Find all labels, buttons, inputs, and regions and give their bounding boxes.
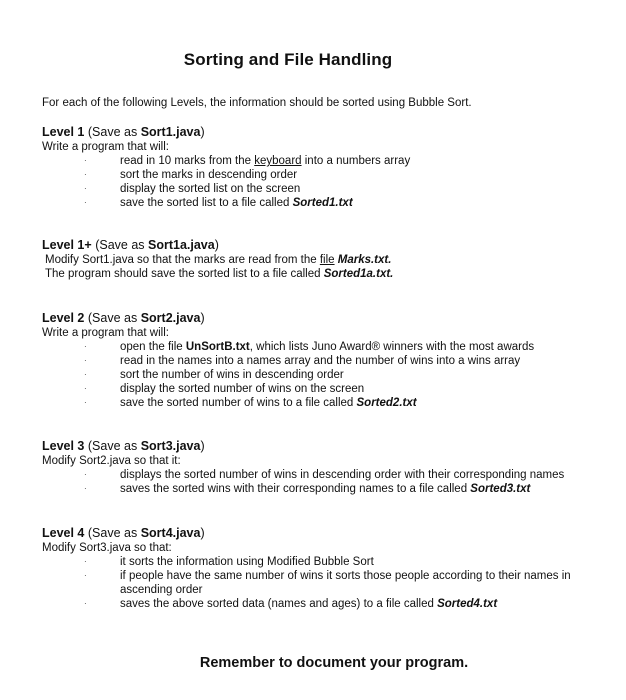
level-1plus-save-name: Sort1a.java <box>148 238 215 252</box>
list-item: · sort the marks in descending order <box>84 169 298 181</box>
file-link[interactable]: file <box>319 254 335 266</box>
list-item: · sort the number of wins in descending order <box>84 369 344 381</box>
bullet-icon: · <box>84 156 87 165</box>
list-item: · saves the sorted wins with their corresponding names to a file called Sorted3.txt <box>84 483 531 495</box>
level-2-label: Level 2 <box>42 311 85 325</box>
level-3-heading: Level 3 (Save as Sort3.java) <box>42 439 205 453</box>
level-1-save-name: Sort1.java <box>140 125 201 139</box>
level-3-label: Level 3 <box>42 439 85 453</box>
list-item: · saves the above sorted data (names and ages) to a file called Sorted4.txt <box>84 598 498 610</box>
bullet-icon: · <box>84 384 87 393</box>
list-item: · if people have the same number of wins it sorts those people according to their names in ascending order <box>84 570 571 596</box>
list-item: · it sorts the information using Modified Bubble Sort <box>84 556 374 568</box>
bullet-icon: · <box>84 198 87 207</box>
page-title: Sorting and File Handling <box>183 50 393 69</box>
level-4-save-name: Sort4.java <box>140 526 201 540</box>
list-item: · displays the sorted number of wins in descending order with their corresponding names <box>84 469 565 481</box>
bullet-icon: · <box>84 370 87 379</box>
level-2-list <box>42 340 602 410</box>
level-3-instruction: Modify Sort2.java so that it: <box>42 455 181 467</box>
bullet-icon: · <box>84 184 87 193</box>
bullet-icon: · <box>84 470 87 479</box>
filename: Sorted4.txt <box>437 598 498 610</box>
bullet-icon: · <box>84 356 87 365</box>
bullet-icon: · <box>84 342 87 351</box>
filename: Sorted3.txt <box>470 483 531 495</box>
level-3-save-name: Sort3.java <box>140 439 201 453</box>
list-item: · display the sorted list on the screen <box>84 183 301 195</box>
bullet-icon: · <box>84 170 87 179</box>
level-3-section <box>42 439 602 496</box>
level-1-label: Level 1 <box>42 125 85 139</box>
filename: Sorted1a.txt. <box>323 268 394 280</box>
bullet-icon: · <box>84 557 87 566</box>
level-2-instruction: Write a program that will: <box>42 327 169 339</box>
keyboard-link[interactable]: keyboard <box>254 155 302 167</box>
list-item: · save the sorted number of wins to a file called Sorted2.txt <box>84 397 417 409</box>
level-1plus-section <box>42 238 602 281</box>
level-1-heading: Level 1 (Save as Sort1.java) <box>42 125 205 139</box>
level-1plus-line-1: Modify Sort1.java so that the marks are read from the file Marks.txt. <box>45 254 392 266</box>
level-2-heading: Level 2 (Save as Sort2.java) <box>42 311 205 325</box>
bullet-icon: · <box>84 484 87 493</box>
level-4-list <box>42 555 602 611</box>
level-1plus-label: Level 1+ <box>42 238 92 252</box>
level-4-label: Level 4 <box>42 526 85 540</box>
level-1-section <box>42 125 602 210</box>
level-4-instruction: Modify Sort3.java so that: <box>42 542 172 554</box>
list-item: · read in 10 marks from the keyboard into a numbers array <box>84 155 411 167</box>
list-item: · read in the names into a names array and the number of wins into a wins array <box>84 355 521 367</box>
level-4-heading: Level 4 (Save as Sort4.java) <box>42 526 205 540</box>
list-item: · save the sorted list to a file called Sorted1.txt <box>84 197 353 209</box>
filename: Sorted2.txt <box>356 397 417 409</box>
bullet-icon: · <box>84 398 87 407</box>
level-1plus-line-2: The program should save the sorted list to a file called Sorted1a.txt. <box>45 268 394 280</box>
level-1plus-heading: Level 1+ (Save as Sort1a.java) <box>42 238 219 252</box>
list-item: · open the file UnSortB.txt, which lists Juno Award® winners with the most awards <box>84 341 535 353</box>
bullet-icon: · <box>84 571 87 580</box>
intro-text: For each of the following Levels, the information should be sorted using Bubble Sort. <box>42 97 472 109</box>
level-2-save-name: Sort2.java <box>140 311 201 325</box>
list-item: · display the sorted number of wins on the screen <box>84 383 365 395</box>
bullet-icon: · <box>84 599 87 608</box>
level-1-instruction: Write a program that will: <box>42 141 169 153</box>
level-2-section <box>42 311 602 410</box>
level-1-list <box>42 154 602 210</box>
filename: Marks.txt. <box>337 254 392 266</box>
filename: UnSortB.txt <box>185 341 250 353</box>
level-4-section <box>42 526 602 611</box>
level-3-list <box>42 468 602 496</box>
footer-reminder: Remember to document your program. <box>199 655 469 671</box>
filename: Sorted1.txt <box>292 197 353 209</box>
